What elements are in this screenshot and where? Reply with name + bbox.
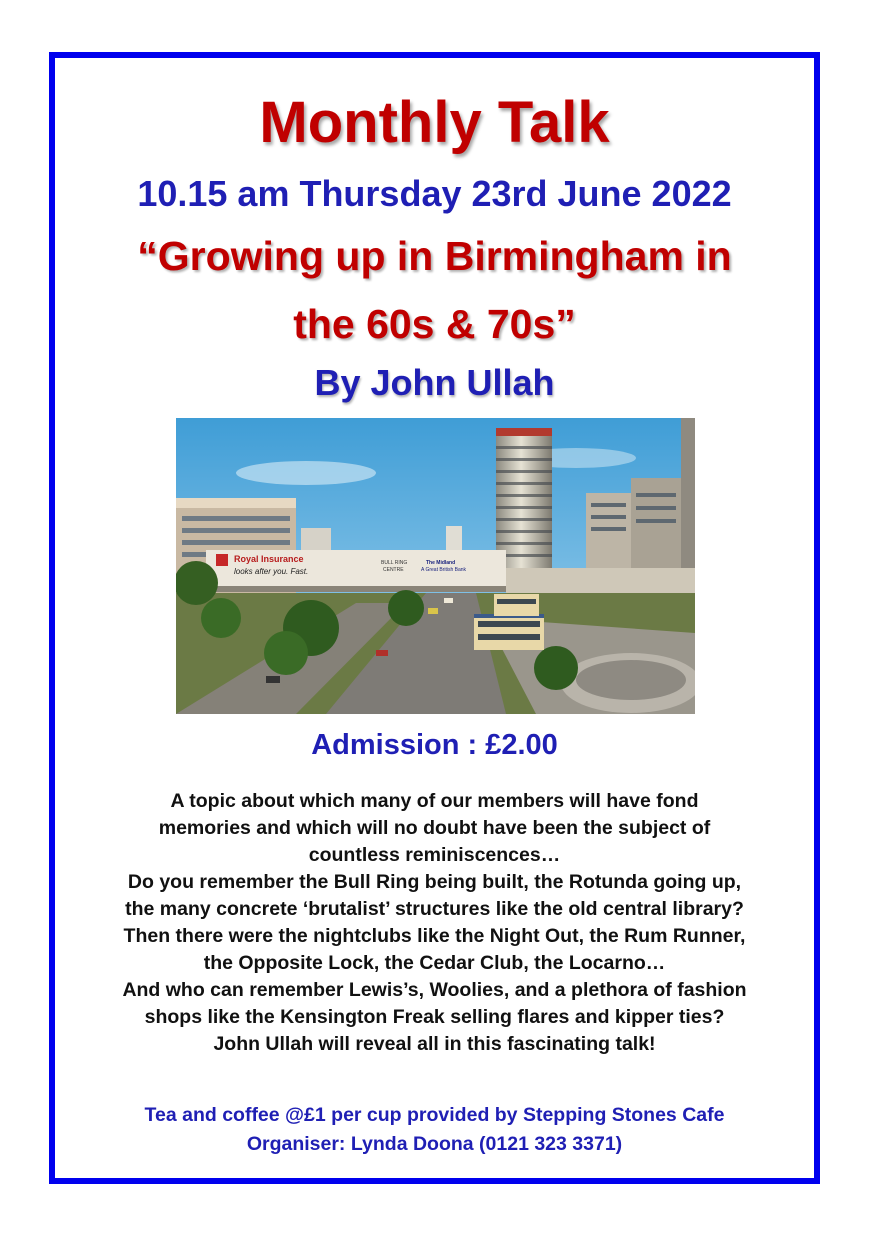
bull-ring-sign-centre: CENTRE	[383, 567, 404, 573]
bull-ring-sign: BULL RING	[381, 560, 408, 566]
royal-insurance-slogan: looks after you. Fast.	[234, 567, 309, 576]
talk-description	[49, 788, 820, 1058]
poster-footer	[49, 1101, 820, 1159]
birmingham-rotunda-photo	[176, 418, 695, 714]
description-line: Do you remember the Bull Ring being built, the Rotunda going up,	[127, 871, 742, 893]
description-line: memories and which will no doubt have been the subject of	[158, 817, 711, 839]
talk-title-line-2: the 60s & 70s”	[293, 301, 576, 347]
description-line: A topic about which many of our members will have fond	[170, 790, 699, 812]
event-datetime: 10.15 am Thursday 23rd June 2022	[137, 173, 732, 214]
description-line: the Opposite Lock, the Cedar Club, the Locarno…	[203, 952, 666, 974]
talk-title-line-1: “Growing up in Birmingham in	[137, 233, 732, 279]
royal-insurance-sign: Royal Insurance	[234, 554, 304, 564]
description-line: countless reminiscences…	[308, 844, 561, 866]
description-line: John Ullah will reveal all in this fascinating talk!	[213, 1033, 656, 1055]
midland-bank-sign: The Midland	[426, 560, 456, 566]
refreshments-note: Tea and coffee @£1 per cup provided by Stepping Stones Cafe	[144, 1104, 725, 1126]
description-line: Then there were the nightclubs like the Night Out, the Rum Runner,	[123, 925, 746, 947]
admission-price: Admission : £2.00	[311, 729, 558, 761]
poster-title: Monthly Talk	[259, 90, 610, 155]
description-line: shops like the Kensington Freak selling flares and kipper ties?	[144, 1006, 725, 1028]
description-line: the many concrete ‘brutalist’ structures like the old central library?	[125, 898, 744, 920]
organiser-contact: Organiser: Lynda Doona (0121 323 3371)	[246, 1133, 623, 1155]
midland-bank-slogan: A Great British Bank	[421, 567, 467, 573]
speaker-name: By John Ullah	[314, 362, 555, 403]
description-line: And who can remember Lewis’s, Woolies, and a plethora of fashion	[122, 979, 747, 1001]
